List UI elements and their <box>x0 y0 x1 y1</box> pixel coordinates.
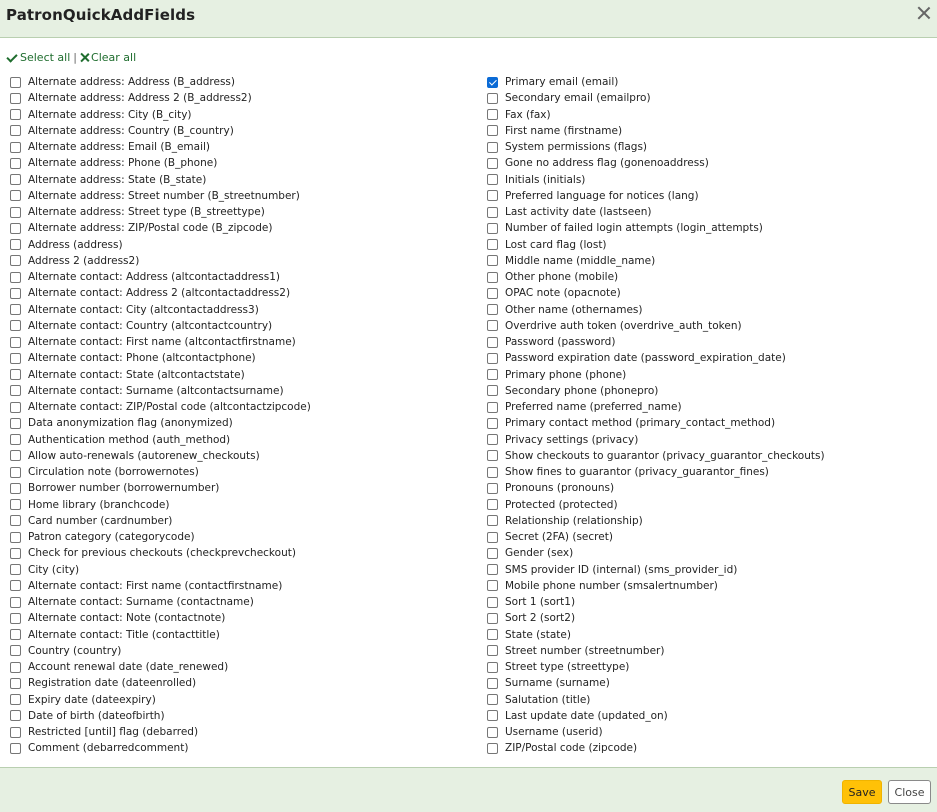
field-checkbox[interactable] <box>487 467 498 478</box>
field-option[interactable] <box>10 367 470 383</box>
field-checkbox[interactable] <box>10 597 21 608</box>
field-checkbox[interactable] <box>487 272 498 283</box>
field-option[interactable] <box>10 399 470 415</box>
field-option[interactable] <box>487 610 927 626</box>
field-label: Show checkouts to guarantor (privacy_guarantor_checkouts) <box>505 449 825 462</box>
field-label: Protected (protected) <box>505 498 618 511</box>
field-label: Restricted [until] flag (debarred) <box>28 726 199 739</box>
field-option[interactable] <box>487 107 927 123</box>
field-option[interactable] <box>10 529 470 545</box>
field-label: Other name (othernames) <box>505 303 643 316</box>
field-option[interactable] <box>10 513 470 529</box>
field-label: Lost card flag (lost) <box>505 238 607 251</box>
save-button[interactable]: Save <box>842 780 882 804</box>
field-checkbox[interactable] <box>487 645 498 656</box>
field-checkbox[interactable] <box>10 288 21 299</box>
clear-all-link[interactable] <box>80 51 136 64</box>
field-option[interactable] <box>487 562 927 578</box>
field-checkbox[interactable] <box>487 418 498 429</box>
field-checkbox[interactable] <box>487 158 498 169</box>
field-label: Show fines to guarantor (privacy_guarantor_fines) <box>505 466 769 479</box>
selection-separator: | <box>73 50 78 64</box>
field-label: Primary phone (phone) <box>505 368 627 381</box>
field-label: Sort 2 (sort2) <box>505 612 576 625</box>
field-checkbox[interactable] <box>487 548 498 559</box>
field-checkbox[interactable] <box>10 77 21 88</box>
field-option[interactable] <box>10 448 470 464</box>
field-label: Secondary email (emailpro) <box>505 92 651 105</box>
field-label: Preferred name (preferred_name) <box>505 401 682 414</box>
field-option[interactable] <box>487 399 927 415</box>
field-label: Privacy settings (privacy) <box>505 433 639 446</box>
field-checkbox[interactable] <box>10 548 21 559</box>
field-label: Alternate address: City (B_city) <box>28 108 192 121</box>
field-checkbox[interactable] <box>10 369 21 380</box>
field-checkbox[interactable] <box>10 710 21 721</box>
field-checkbox[interactable] <box>487 385 498 396</box>
field-checkbox[interactable] <box>10 223 21 234</box>
field-checkbox[interactable] <box>10 385 21 396</box>
field-option[interactable] <box>487 237 927 253</box>
field-label: Overdrive auth token (overdrive_auth_token) <box>505 319 742 332</box>
field-label: Alternate address: Phone (B_phone) <box>28 157 218 170</box>
field-label: Country (country) <box>28 644 122 657</box>
field-option[interactable] <box>487 188 927 204</box>
field-checkbox[interactable] <box>487 207 498 218</box>
check-icon <box>6 52 17 63</box>
field-label: Middle name (middle_name) <box>505 254 656 267</box>
field-label: Password expiration date (password_expiration_date) <box>505 352 786 365</box>
field-checkbox[interactable] <box>10 515 21 526</box>
field-option[interactable] <box>487 367 927 383</box>
field-checkbox[interactable] <box>10 125 21 136</box>
field-option[interactable] <box>10 139 470 155</box>
field-option[interactable] <box>10 74 470 90</box>
field-option[interactable] <box>487 675 927 691</box>
field-option[interactable] <box>487 74 927 90</box>
field-checkbox[interactable] <box>487 174 498 185</box>
field-checkbox[interactable] <box>10 320 21 331</box>
field-label: Alternate address: Email (B_email) <box>28 141 211 154</box>
field-label: Alternate contact: Title (contacttitle) <box>28 628 220 641</box>
field-option[interactable] <box>487 302 927 318</box>
field-checkbox[interactable] <box>10 418 21 429</box>
field-option[interactable] <box>10 692 470 708</box>
field-label: Last update date (updated_on) <box>505 709 668 722</box>
field-label: Fax (fax) <box>505 108 551 121</box>
field-label: State (state) <box>505 628 571 641</box>
field-option[interactable] <box>487 220 927 236</box>
field-checkbox[interactable] <box>10 678 21 689</box>
field-option[interactable] <box>10 383 470 399</box>
field-option[interactable] <box>10 237 470 253</box>
field-checkbox[interactable] <box>487 597 498 608</box>
field-checkbox[interactable] <box>487 580 498 591</box>
field-option[interactable] <box>10 643 470 659</box>
field-label: Alternate address: State (B_state) <box>28 173 207 186</box>
right-field-list <box>487 74 927 757</box>
field-label: Alternate contact: Surname (contactname) <box>28 596 254 609</box>
field-option[interactable] <box>10 123 470 139</box>
field-option[interactable] <box>487 643 927 659</box>
field-checkbox[interactable] <box>487 727 498 738</box>
field-option[interactable] <box>487 529 927 545</box>
field-label: OPAC note (opacnote) <box>505 287 621 300</box>
field-checkbox[interactable] <box>10 743 21 754</box>
field-label: Gender (sex) <box>505 547 574 560</box>
field-option[interactable] <box>10 708 470 724</box>
field-label: Primary contact method (primary_contact_method) <box>505 417 776 430</box>
field-label: Alternate contact: ZIP/Postal code (altcontactzipcode) <box>28 401 311 414</box>
field-label: Borrower number (borrowernumber) <box>28 482 220 495</box>
field-option[interactable] <box>10 318 470 334</box>
field-label: Other phone (mobile) <box>505 271 619 284</box>
field-option[interactable] <box>10 562 470 578</box>
field-option[interactable] <box>10 90 470 106</box>
field-checkbox[interactable] <box>487 93 498 104</box>
field-option[interactable] <box>487 90 927 106</box>
field-label: Number of failed login attempts (login_attempts) <box>505 222 763 235</box>
field-checkbox[interactable] <box>487 483 498 494</box>
field-checkbox[interactable] <box>487 320 498 331</box>
field-option[interactable] <box>10 350 470 366</box>
dialog-title: PatronQuickAddFields <box>6 6 196 24</box>
field-option[interactable] <box>487 627 927 643</box>
field-checkbox[interactable] <box>10 93 21 104</box>
field-label: Primary email (email) <box>505 76 619 89</box>
field-option[interactable] <box>487 155 927 171</box>
field-label: Alternate contact: Country (altcontactcountry) <box>28 319 273 332</box>
field-option[interactable] <box>487 432 927 448</box>
clear-all-label: Clear all <box>91 50 137 64</box>
field-checkbox[interactable] <box>487 450 498 461</box>
field-checkbox[interactable] <box>487 662 498 673</box>
field-label: Password (password) <box>505 336 616 349</box>
field-option[interactable] <box>487 659 927 675</box>
field-label: Allow auto-renewals (autorenew_checkouts) <box>28 449 260 462</box>
field-checkbox[interactable] <box>10 255 21 266</box>
field-option[interactable] <box>10 578 470 594</box>
field-checkbox[interactable] <box>487 402 498 413</box>
dialog-header <box>0 0 937 38</box>
field-option[interactable] <box>10 285 470 301</box>
field-option[interactable] <box>10 107 470 123</box>
field-checkbox[interactable] <box>487 288 498 299</box>
field-label: Expiry date (dateexpiry) <box>28 693 156 706</box>
select-all-label: Select all <box>20 50 71 64</box>
field-checkbox[interactable] <box>487 678 498 689</box>
field-checkbox[interactable] <box>487 337 498 348</box>
field-option[interactable] <box>487 692 927 708</box>
field-checkbox[interactable] <box>487 564 498 575</box>
field-checkbox[interactable] <box>10 207 21 218</box>
field-checkbox[interactable] <box>10 629 21 640</box>
x-icon <box>80 53 89 62</box>
field-checkbox[interactable] <box>10 662 21 673</box>
field-checkbox[interactable] <box>487 125 498 136</box>
field-checkbox[interactable] <box>487 743 498 754</box>
field-option[interactable] <box>487 253 927 269</box>
field-option[interactable] <box>10 253 470 269</box>
field-label: System permissions (flags) <box>505 141 648 154</box>
field-checkbox[interactable] <box>487 353 498 364</box>
field-label: Secret (2FA) (secret) <box>505 531 613 544</box>
field-option[interactable] <box>487 578 927 594</box>
field-label: Check for previous checkouts (checkprevcheckout) <box>28 547 296 560</box>
field-option[interactable] <box>487 513 927 529</box>
field-checkbox[interactable] <box>10 109 21 120</box>
field-option[interactable] <box>487 740 927 756</box>
field-label: Last activity date (lastseen) <box>505 206 652 219</box>
field-checkbox[interactable] <box>487 710 498 721</box>
field-option[interactable] <box>10 740 470 756</box>
field-option[interactable] <box>10 627 470 643</box>
field-label: Authentication method (auth_method) <box>28 433 231 446</box>
field-checkbox[interactable] <box>10 353 21 364</box>
field-label: Pronouns (pronouns) <box>505 482 615 495</box>
field-checkbox[interactable] <box>10 613 21 624</box>
field-option[interactable] <box>10 220 470 236</box>
field-checkbox[interactable] <box>10 174 21 185</box>
field-option[interactable] <box>487 724 927 740</box>
field-checkbox[interactable] <box>10 564 21 575</box>
field-option[interactable] <box>487 285 927 301</box>
field-label: Card number (cardnumber) <box>28 514 173 527</box>
field-option[interactable] <box>487 350 927 366</box>
field-label: Patron category (categorycode) <box>28 531 195 544</box>
field-option[interactable] <box>10 269 470 285</box>
field-checkbox[interactable] <box>10 450 21 461</box>
field-label: Alternate address: Country (B_country) <box>28 124 234 137</box>
field-checkbox[interactable] <box>10 532 21 543</box>
field-checkbox[interactable] <box>10 499 21 510</box>
field-checkbox[interactable] <box>10 434 21 445</box>
field-label: Gone no address flag (gonenoaddress) <box>505 157 709 170</box>
field-checkbox[interactable] <box>10 402 21 413</box>
field-option[interactable] <box>487 383 927 399</box>
field-label: Sort 1 (sort1) <box>505 596 576 609</box>
field-label: Secondary phone (phonepro) <box>505 384 659 397</box>
field-option[interactable] <box>10 659 470 675</box>
field-option[interactable] <box>487 139 927 155</box>
field-option[interactable] <box>10 172 470 188</box>
field-option[interactable] <box>487 545 927 561</box>
field-label: Mobile phone number (smsalertnumber) <box>505 579 718 592</box>
dialog-footer <box>0 767 937 812</box>
field-option[interactable] <box>487 497 927 513</box>
field-label: Alternate contact: Address (altcontactaddress1) <box>28 271 281 284</box>
field-label: Circulation note (borrowernotes) <box>28 466 199 479</box>
field-label: Alternate contact: State (altcontactstate) <box>28 368 245 381</box>
field-label: Data anonymization flag (anonymized) <box>28 417 233 430</box>
field-label: Alternate contact: City (altcontactaddress3) <box>28 303 259 316</box>
field-checkbox[interactable] <box>487 255 498 266</box>
field-checkbox[interactable] <box>487 142 498 153</box>
close-icon[interactable] <box>917 6 931 20</box>
field-checkbox[interactable] <box>487 613 498 624</box>
field-option[interactable] <box>10 545 470 561</box>
field-label: Registration date (dateenrolled) <box>28 677 197 690</box>
field-label: Alternate contact: Note (contactnote) <box>28 612 226 625</box>
field-option[interactable] <box>10 724 470 740</box>
field-checkbox[interactable] <box>487 190 498 201</box>
field-checkbox[interactable] <box>10 239 21 250</box>
field-label: Alternate contact: Address 2 (altcontactaddress2) <box>28 287 291 300</box>
field-label: Alternate address: ZIP/Postal code (B_zipcode) <box>28 222 273 235</box>
field-label: Alternate contact: Surname (altcontactsurname) <box>28 384 284 397</box>
field-option[interactable] <box>10 675 470 691</box>
field-label: Initials (initials) <box>505 173 586 186</box>
field-option[interactable] <box>10 432 470 448</box>
field-checkbox[interactable] <box>487 532 498 543</box>
field-checkbox[interactable] <box>487 694 498 705</box>
field-label: Preferred language for notices (lang) <box>505 189 699 202</box>
field-checkbox[interactable] <box>487 223 498 234</box>
field-label: Comment (debarredcomment) <box>28 742 189 755</box>
field-label: SMS provider ID (internal) (sms_provider_id) <box>505 563 738 576</box>
field-option[interactable] <box>487 172 927 188</box>
left-field-list <box>10 74 470 757</box>
field-label: Date of birth (dateofbirth) <box>28 709 165 722</box>
field-checkbox[interactable] <box>10 142 21 153</box>
field-label: Address 2 (address2) <box>28 254 140 267</box>
field-option[interactable] <box>10 188 470 204</box>
field-label: Alternate address: Street type (B_streettype) <box>28 206 265 219</box>
field-label: Relationship (relationship) <box>505 514 643 527</box>
select-all-link[interactable] <box>6 51 70 64</box>
field-option[interactable] <box>487 415 927 431</box>
field-label: Salutation (title) <box>505 693 591 706</box>
field-checkbox[interactable] <box>10 158 21 169</box>
field-checkbox[interactable] <box>10 304 21 315</box>
field-option[interactable] <box>10 464 470 480</box>
field-checkbox[interactable] <box>10 483 21 494</box>
field-checkbox[interactable] <box>487 499 498 510</box>
field-option[interactable] <box>487 204 927 220</box>
field-label: ZIP/Postal code (zipcode) <box>505 742 638 755</box>
field-option[interactable] <box>10 497 470 513</box>
field-label: City (city) <box>28 563 80 576</box>
field-label: Surname (surname) <box>505 677 610 690</box>
field-option[interactable] <box>487 480 927 496</box>
field-option[interactable] <box>487 269 927 285</box>
field-checkbox[interactable] <box>10 190 21 201</box>
field-checkbox[interactable] <box>487 109 498 120</box>
field-checkbox[interactable] <box>487 434 498 445</box>
field-option[interactable] <box>487 594 927 610</box>
field-option[interactable] <box>487 318 927 334</box>
field-option[interactable] <box>10 594 470 610</box>
field-checkbox[interactable] <box>487 515 498 526</box>
field-option[interactable] <box>487 448 927 464</box>
field-option[interactable] <box>10 610 470 626</box>
field-checkbox[interactable] <box>487 629 498 640</box>
field-label: Alternate address: Street number (B_streetnumber) <box>28 189 300 202</box>
field-checkbox[interactable] <box>10 727 21 738</box>
field-checkbox[interactable] <box>10 272 21 283</box>
field-option[interactable] <box>10 302 470 318</box>
field-option[interactable] <box>487 334 927 350</box>
field-checkbox[interactable] <box>487 369 498 380</box>
field-checkbox[interactable] <box>10 580 21 591</box>
field-checkbox[interactable] <box>487 239 498 250</box>
field-option[interactable] <box>10 334 470 350</box>
field-checkbox[interactable] <box>10 337 21 348</box>
field-label: Username (userid) <box>505 726 603 739</box>
field-label: Alternate address: Address 2 (B_address2) <box>28 92 252 105</box>
field-label: First name (firstname) <box>505 124 623 137</box>
field-checkbox[interactable] <box>487 304 498 315</box>
field-label: Alternate contact: First name (altcontactfirstname) <box>28 336 296 349</box>
field-option[interactable] <box>487 123 927 139</box>
field-checkbox[interactable] <box>10 645 21 656</box>
field-label: Alternate contact: First name (contactfirstname) <box>28 579 283 592</box>
field-checkbox[interactable] <box>487 77 498 88</box>
field-option[interactable] <box>10 204 470 220</box>
field-label: Address (address) <box>28 238 123 251</box>
field-option[interactable] <box>487 464 927 480</box>
field-option[interactable] <box>10 415 470 431</box>
field-label: Alternate address: Address (B_address) <box>28 76 235 89</box>
field-label: Street type (streettype) <box>505 661 630 674</box>
field-checkbox[interactable] <box>10 694 21 705</box>
field-label: Street number (streetnumber) <box>505 644 665 657</box>
field-option[interactable] <box>487 708 927 724</box>
field-label: Account renewal date (date_renewed) <box>28 661 229 674</box>
field-option[interactable] <box>10 480 470 496</box>
field-label: Home library (branchcode) <box>28 498 170 511</box>
field-checkbox[interactable] <box>10 467 21 478</box>
field-option[interactable] <box>10 155 470 171</box>
field-label: Alternate contact: Phone (altcontactphone) <box>28 352 256 365</box>
selection-toolbar <box>6 50 136 64</box>
close-button[interactable]: Close <box>888 780 931 804</box>
